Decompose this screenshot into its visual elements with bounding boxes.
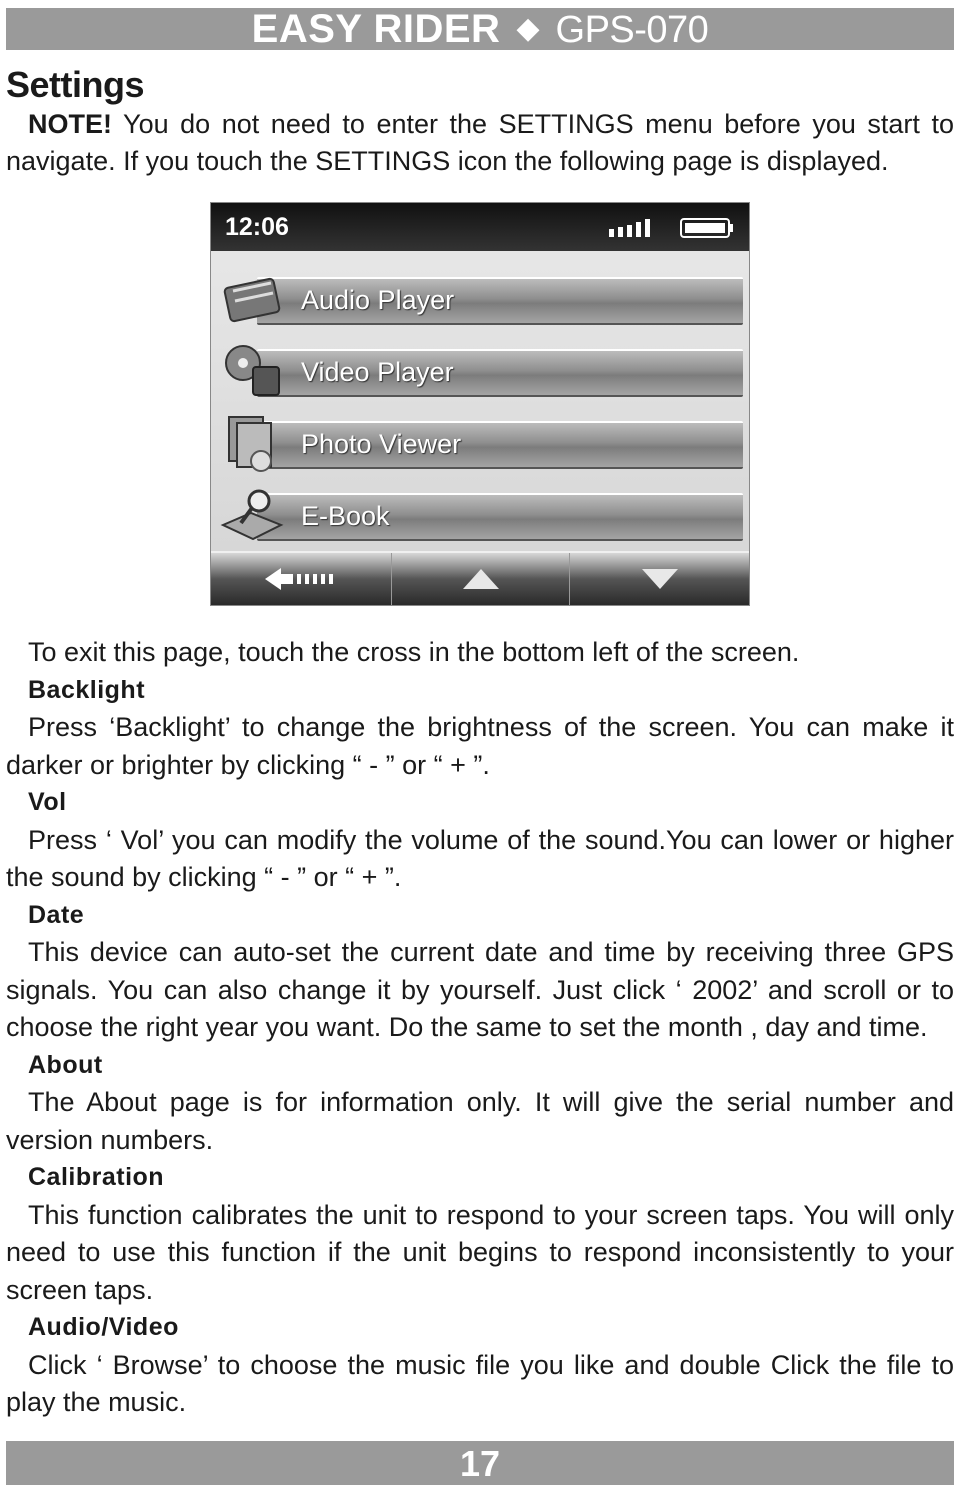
page-title: Settings (6, 64, 145, 105)
device-nav-bar (211, 551, 749, 605)
video-icon (217, 341, 287, 401)
menu-item-photo-viewer[interactable] (211, 407, 749, 479)
device-screen (210, 202, 750, 606)
page-header (6, 8, 954, 50)
section-heading-calibration: Calibration (28, 1163, 165, 1191)
section-heading-date: Date (28, 900, 85, 929)
section-heading-about: About (28, 1050, 103, 1079)
note-text: You do not need to enter the SETTINGS menu before you start to navigate. If you touch the SETTINGS icon the following page is displayed. (6, 109, 954, 176)
scroll-down-button[interactable] (569, 553, 750, 605)
audio-icon (217, 269, 287, 329)
menu-item-e-book[interactable] (211, 479, 749, 551)
page-footer (6, 1441, 954, 1485)
ebook-icon (217, 485, 287, 545)
page-number: 17 (459, 1443, 501, 1484)
note-paragraph (6, 106, 954, 180)
back-button[interactable] (211, 553, 389, 605)
exit-instruction: To exit this page, touch the cross in the bottom left of the screen. (28, 637, 800, 667)
settings-descriptions (6, 634, 954, 1422)
section-heading-backlight: Backlight (28, 675, 146, 704)
menu-item-label: Video Player (301, 357, 454, 387)
menu-item-label: E-Book (301, 501, 390, 531)
menu-item-label: Photo Viewer (301, 429, 462, 459)
brand-name: EASY RIDER (251, 7, 501, 51)
status-bar (211, 203, 749, 251)
section-text-backlight: Press ‘Backlight’ to change the brightness of the screen. You can make it darker or brighter by clicking “ - ” or “ + ”. (6, 712, 954, 780)
menu-item-label: Audio Player (301, 285, 455, 315)
battery-icon (679, 217, 735, 239)
section-text-audio-video: Click ‘ Browse’ to choose the music file you like and double Click the file to play the music. (6, 1349, 954, 1417)
up-arrow-icon (461, 567, 501, 591)
section-text-calibration: This function calibrates the unit to respond to your screen taps. You will only need to use this function if the unit begins to respond inconsistently to your screen taps. (6, 1199, 954, 1305)
model-name: GPS-070 (555, 9, 709, 51)
photo-icon (217, 413, 287, 473)
signal-icon (607, 217, 657, 239)
clock: 12:06 (225, 213, 289, 241)
menu-item-audio-player[interactable] (211, 263, 749, 335)
diamond-separator-icon: ◆ (516, 12, 540, 45)
back-icon (263, 566, 337, 592)
section-heading-vol: Vol (28, 788, 67, 816)
menu-item-video-player[interactable] (211, 335, 749, 407)
section-text-vol: Press ‘ Vol’ you can modify the volume of the sound.You can lower or higher the sound by clicking “ - ” or “ + ”. (6, 824, 954, 892)
section-text-about: The About page is for information only. It will give the serial number and version numbers. (6, 1087, 954, 1155)
section-text-date: This device can auto-set the current date and time by receiving three GPS signals. You can also change it by yourself. Just click ‘ 2002’ and scroll or to choose the right year you want. Do the same to set the month , day and time. (6, 937, 954, 1042)
section-heading-audio-video: Audio/Video (28, 1313, 179, 1341)
note-label: NOTE! (28, 109, 112, 139)
down-arrow-icon (640, 567, 680, 591)
scroll-up-button[interactable] (391, 553, 570, 605)
